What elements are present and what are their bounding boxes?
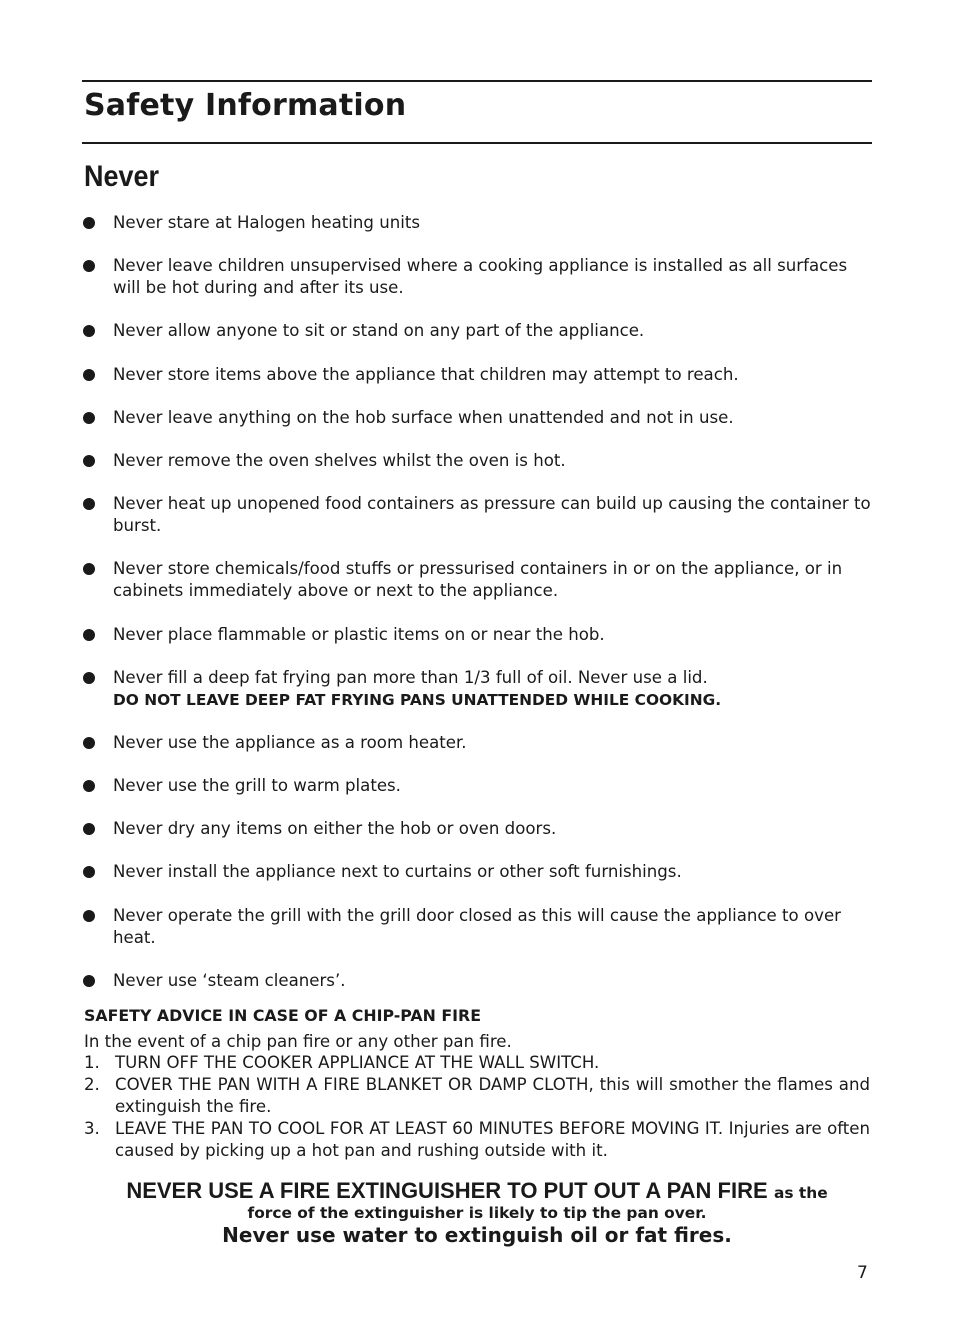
section-title: Never — [84, 160, 160, 193]
warning-main: NEVER USE A FIRE EXTINGUISHER TO PUT OUT A PAN FIRE — [126, 1178, 768, 1203]
chip-pan-steps — [84, 1052, 870, 1162]
bullet-icon — [83, 672, 95, 684]
chip-pan-step — [84, 1052, 870, 1074]
never-item-text: Never store items above the appliance that children may attempt to reach. — [113, 364, 739, 384]
step-text: LEAVE THE PAN TO COOL FOR AT LEAST 60 MINUTES BEFORE MOVING IT. Injuries are often caused by picking up a hot pan and rushing outside with it. — [115, 1119, 870, 1160]
bullet-icon — [83, 325, 95, 337]
title-divider — [82, 142, 872, 144]
bullet-icon — [83, 823, 95, 835]
never-item-text: Never leave anything on the hob surface when unattended and not in use. — [113, 407, 734, 427]
warning-block — [82, 1177, 872, 1248]
chip-pan-step — [84, 1118, 870, 1162]
never-list-item — [82, 450, 874, 472]
bullet-icon — [83, 217, 95, 229]
bullet-icon — [83, 629, 95, 641]
never-list-item — [82, 905, 874, 949]
never-list-item — [82, 818, 874, 840]
never-item-emphasis: DO NOT LEAVE DEEP FAT FRYING PANS UNATTENDED WHILE COOKING. — [113, 690, 722, 709]
never-list-item — [82, 320, 874, 342]
step-text: TURN OFF THE COOKER APPLIANCE AT THE WALL SWITCH. — [115, 1053, 600, 1072]
never-item-text: Never fill a deep fat frying pan more than 1/3 full of oil. Never use a lid. — [113, 667, 708, 687]
warning-tail: as the — [774, 1184, 828, 1202]
never-list-item — [82, 558, 874, 602]
never-item-text: Never store chemicals/food stuffs or pressurised containers in or on the appliance, or in cabinets immediately above or next to the appliance. — [113, 559, 843, 601]
chip-pan-intro: In the event of a chip pan fire or any other pan fire. — [84, 1032, 512, 1051]
never-item-text: Never allow anyone to sit or stand on any part of the appliance. — [113, 321, 645, 341]
bullet-icon — [83, 975, 95, 987]
never-list-item — [82, 364, 874, 386]
never-list-item — [82, 667, 874, 711]
never-item-text: Never use ‘steam cleaners’. — [113, 970, 346, 990]
warning-line-1 — [82, 1177, 872, 1207]
bullet-icon — [83, 737, 95, 749]
page-number: 7 — [857, 1263, 868, 1283]
never-item-text: Never install the appliance next to curtains or other soft furnishings. — [113, 862, 682, 882]
bullet-icon — [83, 498, 95, 510]
never-list-item — [82, 255, 874, 299]
bullet-icon — [83, 455, 95, 467]
step-text: COVER THE PAN WITH A FIRE BLANKET OR DAMP CLOTH, this will smother the flames and extinguish the fire. — [115, 1075, 870, 1116]
bullet-icon — [83, 563, 95, 575]
never-item-text: Never place flammable or plastic items on or near the hob. — [113, 624, 605, 644]
never-list-item — [82, 407, 874, 429]
bullet-icon — [83, 910, 95, 922]
bullet-icon — [83, 866, 95, 878]
never-list-item — [82, 732, 874, 754]
never-item-text: Never leave children unsupervised where a cooking appliance is installed as all surfaces will be hot during and after its use. — [113, 256, 848, 298]
never-item-text: Never operate the grill with the grill door closed as this will cause the appliance to over heat. — [113, 905, 841, 947]
chip-pan-heading: SAFETY ADVICE IN CASE OF A CHIP-PAN FIRE — [84, 1006, 481, 1025]
top-divider — [82, 80, 872, 82]
never-item-text: Never remove the oven shelves whilst the oven is hot. — [113, 450, 566, 470]
chip-pan-step — [84, 1074, 870, 1118]
warning-line-3: Never use water to extinguish oil or fat fires. — [222, 1223, 732, 1247]
never-item-text: Never stare at Halogen heating units — [113, 213, 421, 232]
never-list — [82, 212, 874, 1013]
bullet-icon — [83, 369, 95, 381]
bullet-icon — [83, 780, 95, 792]
never-list-item — [82, 775, 874, 797]
never-list-item — [82, 970, 874, 992]
never-list-item — [82, 212, 874, 234]
never-item-text: Never dry any items on either the hob or oven doors. — [113, 819, 557, 839]
never-list-item — [82, 861, 874, 883]
bullet-icon — [83, 260, 95, 272]
page-title: Safety Information — [84, 88, 407, 123]
step-number: 1. — [84, 1053, 100, 1072]
warning-line-2: force of the extinguisher is likely to tip the pan over. — [247, 1204, 707, 1222]
step-number: 3. — [84, 1119, 100, 1138]
never-item-text: Never use the grill to warm plates. — [113, 776, 401, 796]
step-number: 2. — [84, 1075, 100, 1094]
never-list-item — [82, 624, 874, 646]
bullet-icon — [83, 412, 95, 424]
never-item-text: Never use the appliance as a room heater. — [113, 732, 467, 752]
never-list-item — [82, 493, 874, 537]
never-item-text: Never heat up unopened food containers as pressure can build up causing the container to burst. — [113, 494, 871, 536]
